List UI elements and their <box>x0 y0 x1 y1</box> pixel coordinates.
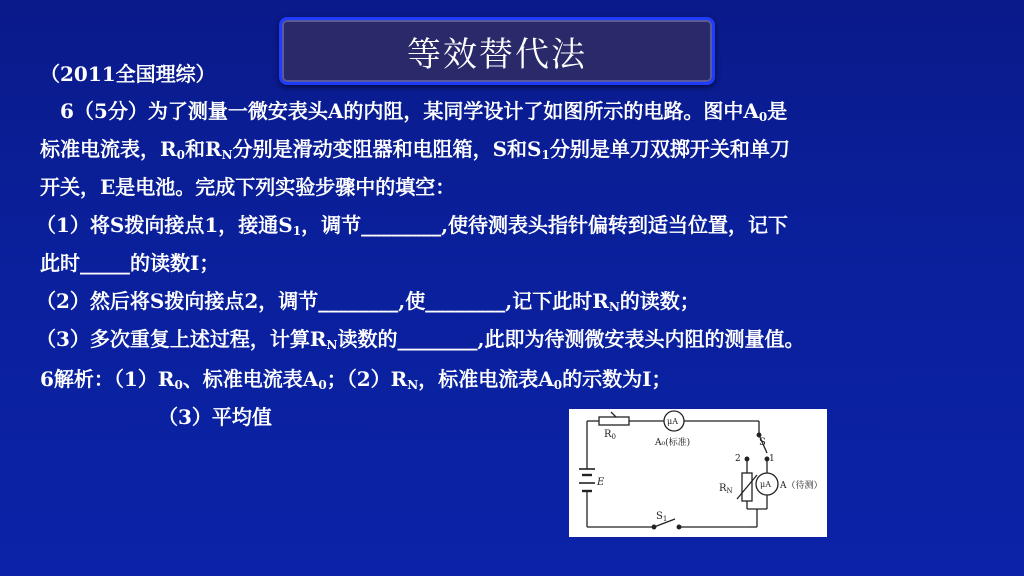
a0-meter-text: μA <box>667 417 678 426</box>
question-line-3: 开关，E是电池。完成下列实验步骤中的填空： <box>40 175 456 199</box>
e-label: E <box>597 477 605 488</box>
question-line-2: 标准电流表，$R_0$和$R_N$分别是滑动变阻器和电阻箱，S和$S_1$分别是单刀双掷开关和单刀 <box>40 137 790 162</box>
step-3: （3）多次重复上述过程，计算$R_N$读数的________,此即为待测微安表头内阻的测量值。 <box>36 327 805 352</box>
contact-1-label: 1 <box>769 454 775 464</box>
a-test-label: A（待测） <box>780 481 823 491</box>
ua-meter-text: μA <box>760 480 771 489</box>
contact-2-label: 2 <box>735 454 741 464</box>
circuit-diagram <box>569 409 827 537</box>
step-1-cont: 此时_____的读数I； <box>40 251 220 275</box>
answer-line-1: 6解析：$(1)R_0$、标准电流表$A_0$；$(2)R_N$，标准电流表$A_0$的示数为I； <box>40 367 672 392</box>
question-line-1: 6（5分）为了测量一微安表头A的内阻，某同学设计了如图所示的电路。图中$A_0$是 <box>60 99 788 124</box>
s1-label: $S_1$ <box>656 511 668 523</box>
answer-line-2: （3）平均值 <box>158 405 272 429</box>
a0-label: A₀(标准) <box>655 438 691 448</box>
s-label: S <box>759 437 766 448</box>
step-1: （1）将S拨向接点1，接通$S_1$，调节________,使待测表头指针偏转到适当位置，记下 <box>36 213 789 238</box>
step-2: （2）然后将S拨向接点2，调节________,使________,记下此时$R_N$的读数； <box>36 289 700 314</box>
r0-label: $R_0$ <box>604 429 616 441</box>
title-box <box>279 17 715 85</box>
rn-label: $R_N$ <box>719 483 733 495</box>
source-text: （2011全国理综） <box>40 62 216 86</box>
circuit-svg <box>569 409 827 537</box>
slide-title: 等效替代法 <box>407 34 587 75</box>
r0-resistor <box>599 417 629 425</box>
